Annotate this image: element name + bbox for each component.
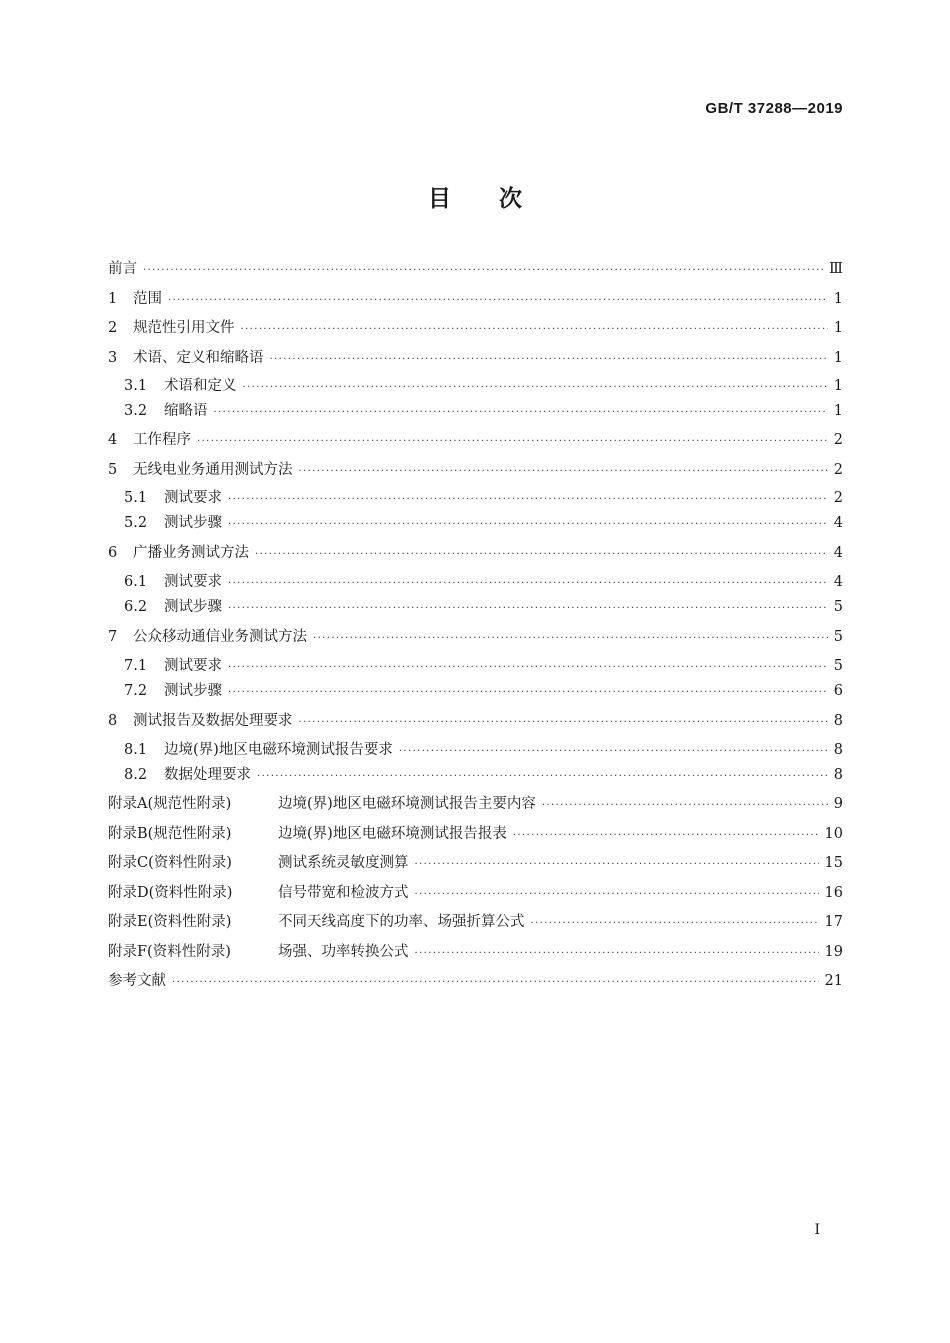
toc-entry-number: 附录F(资料性附录) [108,943,231,960]
dot-leader [415,889,819,900]
toc-entry-number: 8.1 [124,741,148,758]
toc-entry[interactable] [108,570,843,591]
toc-entry-page: Ⅲ [829,261,843,277]
page-title: 目次 [428,186,570,212]
dot-leader [228,494,828,505]
toc-entry[interactable] [108,969,843,990]
toc-entry[interactable] [108,595,843,616]
dot-leader [415,948,819,959]
toc-entry[interactable] [108,709,843,730]
toc-entry-number: 6 [108,544,118,561]
toc-entry[interactable] [108,738,843,759]
dot-leader [313,633,828,644]
toc-entry[interactable] [108,428,843,449]
toc-entry-title: 测试系统灵敏度测算 [278,855,409,871]
toc-entry[interactable] [108,881,843,902]
toc-entry-page: 15 [824,855,843,871]
toc-entry-number: 8 [108,712,118,729]
toc-entry-title: 测试报告及数据处理要求 [133,712,293,729]
toc-entry-page: 1 [833,378,843,394]
toc-entry-title: 测试要求 [164,490,222,506]
toc-entry[interactable] [108,940,843,961]
toc-entry-number: 5.2 [124,515,148,531]
toc-entry-page: 4 [833,515,843,531]
toc-entry-page: 1 [833,290,843,307]
toc-entry[interactable] [108,374,843,395]
toc-entry-title: 边境(界)地区电磁环境测试报告报表 [278,825,507,842]
toc-entry[interactable] [108,346,843,367]
toc-entry-number: 6.1 [124,574,148,590]
toc-entry-number: 4 [108,432,118,448]
toc-entry-number: 1 [108,290,118,307]
toc-entry-page: 4 [833,544,843,561]
dot-leader [228,603,828,614]
toc-entry-title: 测试要求 [164,574,222,590]
toc-entry-title: 工作程序 [133,432,191,448]
toc-entry-page: 6 [833,683,843,699]
toc-entry[interactable] [108,486,843,507]
toc-entry[interactable] [108,763,843,784]
dot-leader [299,717,828,728]
toc-entry[interactable] [108,511,843,532]
toc-entry[interactable] [108,851,843,872]
dot-leader [143,265,823,276]
toc-entry[interactable] [108,792,843,813]
toc-entry-title: 缩略语 [164,403,208,419]
dot-leader [214,407,828,418]
toc-entry-title: 不同天线高度下的功率、场强折算公式 [278,914,525,930]
toc-entry-title: 参考文献 [108,973,166,989]
toc-entry-title: 术语、定义和缩略语 [133,349,264,366]
toc-entry-number: 附录A(规范性附录) [108,796,232,812]
toc-entry-number: 附录E(资料性附录) [108,914,232,930]
dot-leader [270,354,828,365]
toc-entry-number: 附录D(资料性附录) [108,884,233,901]
toc-entry-title: 测试步骤 [164,515,222,531]
toc-entry-page: 2 [833,432,843,448]
toc-entry[interactable] [108,541,843,562]
toc-entry-number: 3 [108,349,118,366]
toc-entry-number: 7 [108,628,118,645]
toc-entry-page: 1 [833,320,843,336]
toc-entry[interactable] [108,257,843,278]
toc-entry[interactable] [108,316,843,337]
toc-entry-page: 4 [833,574,843,590]
toc-entry[interactable] [108,399,843,420]
dot-leader [241,324,828,335]
toc-entry-page: 5 [833,628,843,645]
dot-leader [257,771,828,782]
toc-entry-title: 前言 [108,261,137,277]
toc-entry-page: 10 [824,825,843,842]
dot-leader [299,466,828,477]
dot-leader [415,859,819,870]
toc-entry-title: 信号带宽和检波方式 [278,884,409,901]
toc-entry[interactable] [108,458,843,479]
footer-page-number: Ⅰ [814,1222,820,1238]
toc-entry-number: 3.2 [124,403,148,419]
toc-entry-title: 广播业务测试方法 [133,544,249,561]
dot-leader [399,746,828,757]
toc-entry-title: 术语和定义 [164,378,237,394]
toc-entry-page: 19 [824,943,843,960]
toc-entry-page: 5 [833,658,843,674]
dot-leader [228,519,828,530]
toc-entry-title: 无线电业务通用测试方法 [133,461,293,478]
dot-leader [168,295,828,306]
standard-code: GB/T 37288—2019 [705,100,843,117]
toc-entry[interactable] [108,822,843,843]
dot-leader [228,662,828,673]
toc-entry-page: 8 [833,712,843,729]
toc-entry-page: 9 [833,796,843,812]
toc-entry-page: 17 [824,914,843,930]
toc-entry-page: 2 [833,490,843,506]
toc-entry-number: 5 [108,461,118,478]
toc-entry-title: 场强、功率转换公式 [278,943,409,960]
dot-leader [197,436,828,447]
dot-leader [228,687,828,698]
dot-leader [228,578,828,589]
toc-entry-page: 1 [833,403,843,419]
dot-leader [513,830,819,841]
toc-entry-page: 16 [824,884,843,901]
toc-entry-number: 附录B(规范性附录) [108,825,232,842]
toc-entry[interactable] [108,625,843,646]
dot-leader [542,800,828,811]
toc-entry-title: 规范性引用文件 [133,320,235,336]
toc-entry-title: 数据处理要求 [164,766,251,783]
toc-entry-page: 8 [833,741,843,758]
toc-entry-number: 8.2 [124,766,148,783]
toc-entry-title: 测试步骤 [164,599,222,615]
dot-leader [243,382,828,393]
toc-entry-number: 附录C(资料性附录) [108,855,232,871]
dot-leader [172,977,819,988]
toc-entry-title: 边境(界)地区电磁环境测试报告要求 [164,741,393,758]
toc-entry-number: 6.2 [124,599,148,615]
toc-entry-page: 1 [833,349,843,366]
toc-entry-title: 测试步骤 [164,683,222,699]
toc-entry-title: 边境(界)地区电磁环境测试报告主要内容 [278,796,536,812]
toc-entry-page: 21 [824,973,843,989]
toc-entry-title: 范围 [133,290,162,307]
toc-entry[interactable] [108,287,843,308]
toc-entry[interactable] [108,910,843,931]
toc-entry-number: 5.1 [124,490,148,506]
toc-entry-page: 8 [833,766,843,783]
dot-leader [531,918,819,929]
toc-entry[interactable] [108,654,843,675]
toc-entry-number: 7.1 [124,658,148,674]
toc-entry-number: 3.1 [124,378,148,394]
toc-entry[interactable] [108,679,843,700]
dot-leader [255,549,828,560]
toc-entry-number: 7.2 [124,683,148,699]
toc-entry-page: 5 [833,599,843,615]
toc-entry-page: 2 [833,461,843,478]
toc-entry-title: 测试要求 [164,658,222,674]
toc-entry-title: 公众移动通信业务测试方法 [133,628,307,645]
toc-entry-number: 2 [108,320,118,336]
